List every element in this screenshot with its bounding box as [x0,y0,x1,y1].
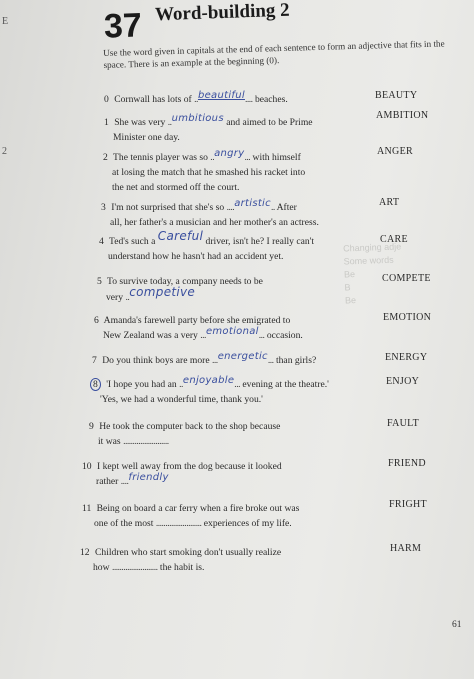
ghost-line: B [344,282,351,293]
circled-item-number: 8 [90,378,101,391]
item-number: 4 [99,236,104,247]
exercise-item-2: 2 The tennis player was so ..angry... with himself at losing the match that he smashed his racket into the net and stormed off the court. [103,150,373,195]
item-number: 1 [104,117,109,128]
exercise-item-12 [80,545,370,575]
page-number: 61 [452,620,462,630]
item-number: 6 [94,315,99,326]
exercise-item-0: 0 Cornwall has lots of ..beautiful.... beaches. [104,90,288,105]
item-text: driver, isn't he? I really can't [205,236,315,247]
item-text: understand how he hasn't had an accident yet. [108,251,284,262]
item-text: I kept well away from the dog because it looked [97,461,282,472]
handwritten-answer[interactable]: emotional [205,326,259,337]
item-text: the habit is. [159,562,205,573]
item-number: 0 [104,94,109,105]
item-number: 10 [82,461,92,472]
key-word: EMOTION [383,312,432,323]
item-text: Do you think boys are more [102,355,210,366]
item-text: After [276,202,297,213]
exercise-item-7: 7 Do you think boys are more ...energetic... than girls? [92,351,317,366]
item-text: The tennis player was so [113,152,208,163]
item-text: Minister one day. [113,132,180,143]
item-text: occasion. [266,330,303,341]
item-text: She was very [114,117,166,128]
item-text: New Zealand was a very [103,330,198,341]
item-number: 9 [89,421,94,432]
key-word: AMBITION [376,110,429,121]
key-word: FRIGHT [389,499,427,510]
item-text: it was [98,436,121,447]
unit-number: 37 [103,6,143,46]
item-text: 'Yes, we had a wonderful time, thank you.' [100,394,263,405]
item-text: than girls? [275,355,317,366]
item-text: 'I hope you had an [106,379,177,390]
ghost-line: Some words [343,254,394,267]
answer-blank[interactable]: ........................ [155,518,202,529]
item-text: rather [96,476,119,487]
item-text: Amanda's farewell party before she emigrated to [103,315,291,326]
exercise-item-8: 8 'I hope you had an ..enjoyable... evening at the theatre.' 'Yes, we had a wonderful time, thank you.' [90,377,380,407]
ghost-line: Changing adje [342,241,402,254]
item-text: all, her father's a musician and her mother's an actress. [110,217,319,228]
answer-blank[interactable]: ........................ [123,436,169,447]
item-text: and aimed to be Prime [226,117,313,128]
exercise-item-3: 3 I'm not surprised that she's so ....artistic.. After all, her father's a musician and her mother's an actress. [101,200,391,230]
item-text: very [106,292,124,303]
key-word: FRIEND [388,458,426,469]
edge-mark-top: E [2,16,9,27]
edge-mark-middle: 2 [2,146,7,157]
item-text: Children who start smoking don't usually realize [95,547,282,558]
item-text: To survive today, a company needs to be [107,276,263,287]
item-text: He took the computer back to the shop because [99,421,281,432]
handwritten-answer[interactable]: enjoyable [182,375,235,386]
item-text: experiences of my life. [203,518,292,529]
key-word: ART [379,197,400,208]
item-number: 11 [82,503,92,514]
item-text: I'm not surprised that she's so [111,202,225,213]
exercise-item-11 [82,501,372,531]
exercise-item-9 [89,419,359,449]
key-word: CARE [380,234,408,245]
item-number: 3 [101,202,106,213]
key-word: ENJOY [386,376,420,387]
handwritten-answer[interactable]: artistic [234,198,271,209]
item-number: 12 [80,547,90,558]
item-number: 5 [97,276,102,287]
exercise-item-10: 10 I kept well away from the dog because it looked rather ....friendly [82,461,282,487]
exercise-item-4 [99,229,389,264]
item-text: the net and stormed off the court. [112,182,240,193]
key-word: FAULT [387,418,420,429]
item-text: one of the most [94,518,154,529]
handwritten-answer[interactable]: competive [129,285,196,299]
item-text: at losing the match that he smashed his racket into [112,167,306,178]
item-text: how [93,562,110,573]
key-word: ANGER [377,146,413,157]
item-text: evening at the theatre.' [242,379,329,390]
handwritten-answer[interactable]: friendly [128,472,169,483]
unit-title: Word-building 2 [154,0,290,26]
exercise-item-1: 1 She was very ..umbitious and aimed to be Prime Minister one day. [104,115,374,145]
key-word: BEAUTY [375,90,418,101]
item-text: with himself [252,152,301,163]
ghost-line: Be [343,269,356,280]
item-text: Ted's such a [109,236,156,247]
key-word: HARM [390,543,422,554]
key-word: COMPETE [382,273,431,284]
handwritten-answer[interactable]: beautiful [197,90,245,101]
answer-blank[interactable]: ........................ [111,562,158,573]
item-text: Cornwall has lots of [114,94,192,105]
item-number: 2 [103,152,108,163]
handwritten-answer[interactable]: Careful [157,229,204,243]
exercise-item-5: 5 To survive today, a company needs to be very ..competive [97,276,263,303]
ghost-line: Be [344,295,357,306]
handwritten-answer[interactable]: umbitious [171,113,224,124]
item-number: 7 [92,355,97,366]
handwritten-answer[interactable]: energetic [217,351,268,362]
key-word: ENERGY [385,352,428,363]
exercise-item-6: 6 Amanda's farewell party before she emigrated to New Zealand was a very ...emotional... occasion. [94,315,303,341]
item-text: beaches. [254,94,288,105]
handwritten-answer[interactable]: angry [214,148,245,159]
item-text: Being on board a car ferry when a fire broke out was [96,503,300,514]
instructions-text: Use the word given in capitals at the end of each sentence to form an adjective that fits in the space. There is an example at the beginning (0). [103,38,445,70]
